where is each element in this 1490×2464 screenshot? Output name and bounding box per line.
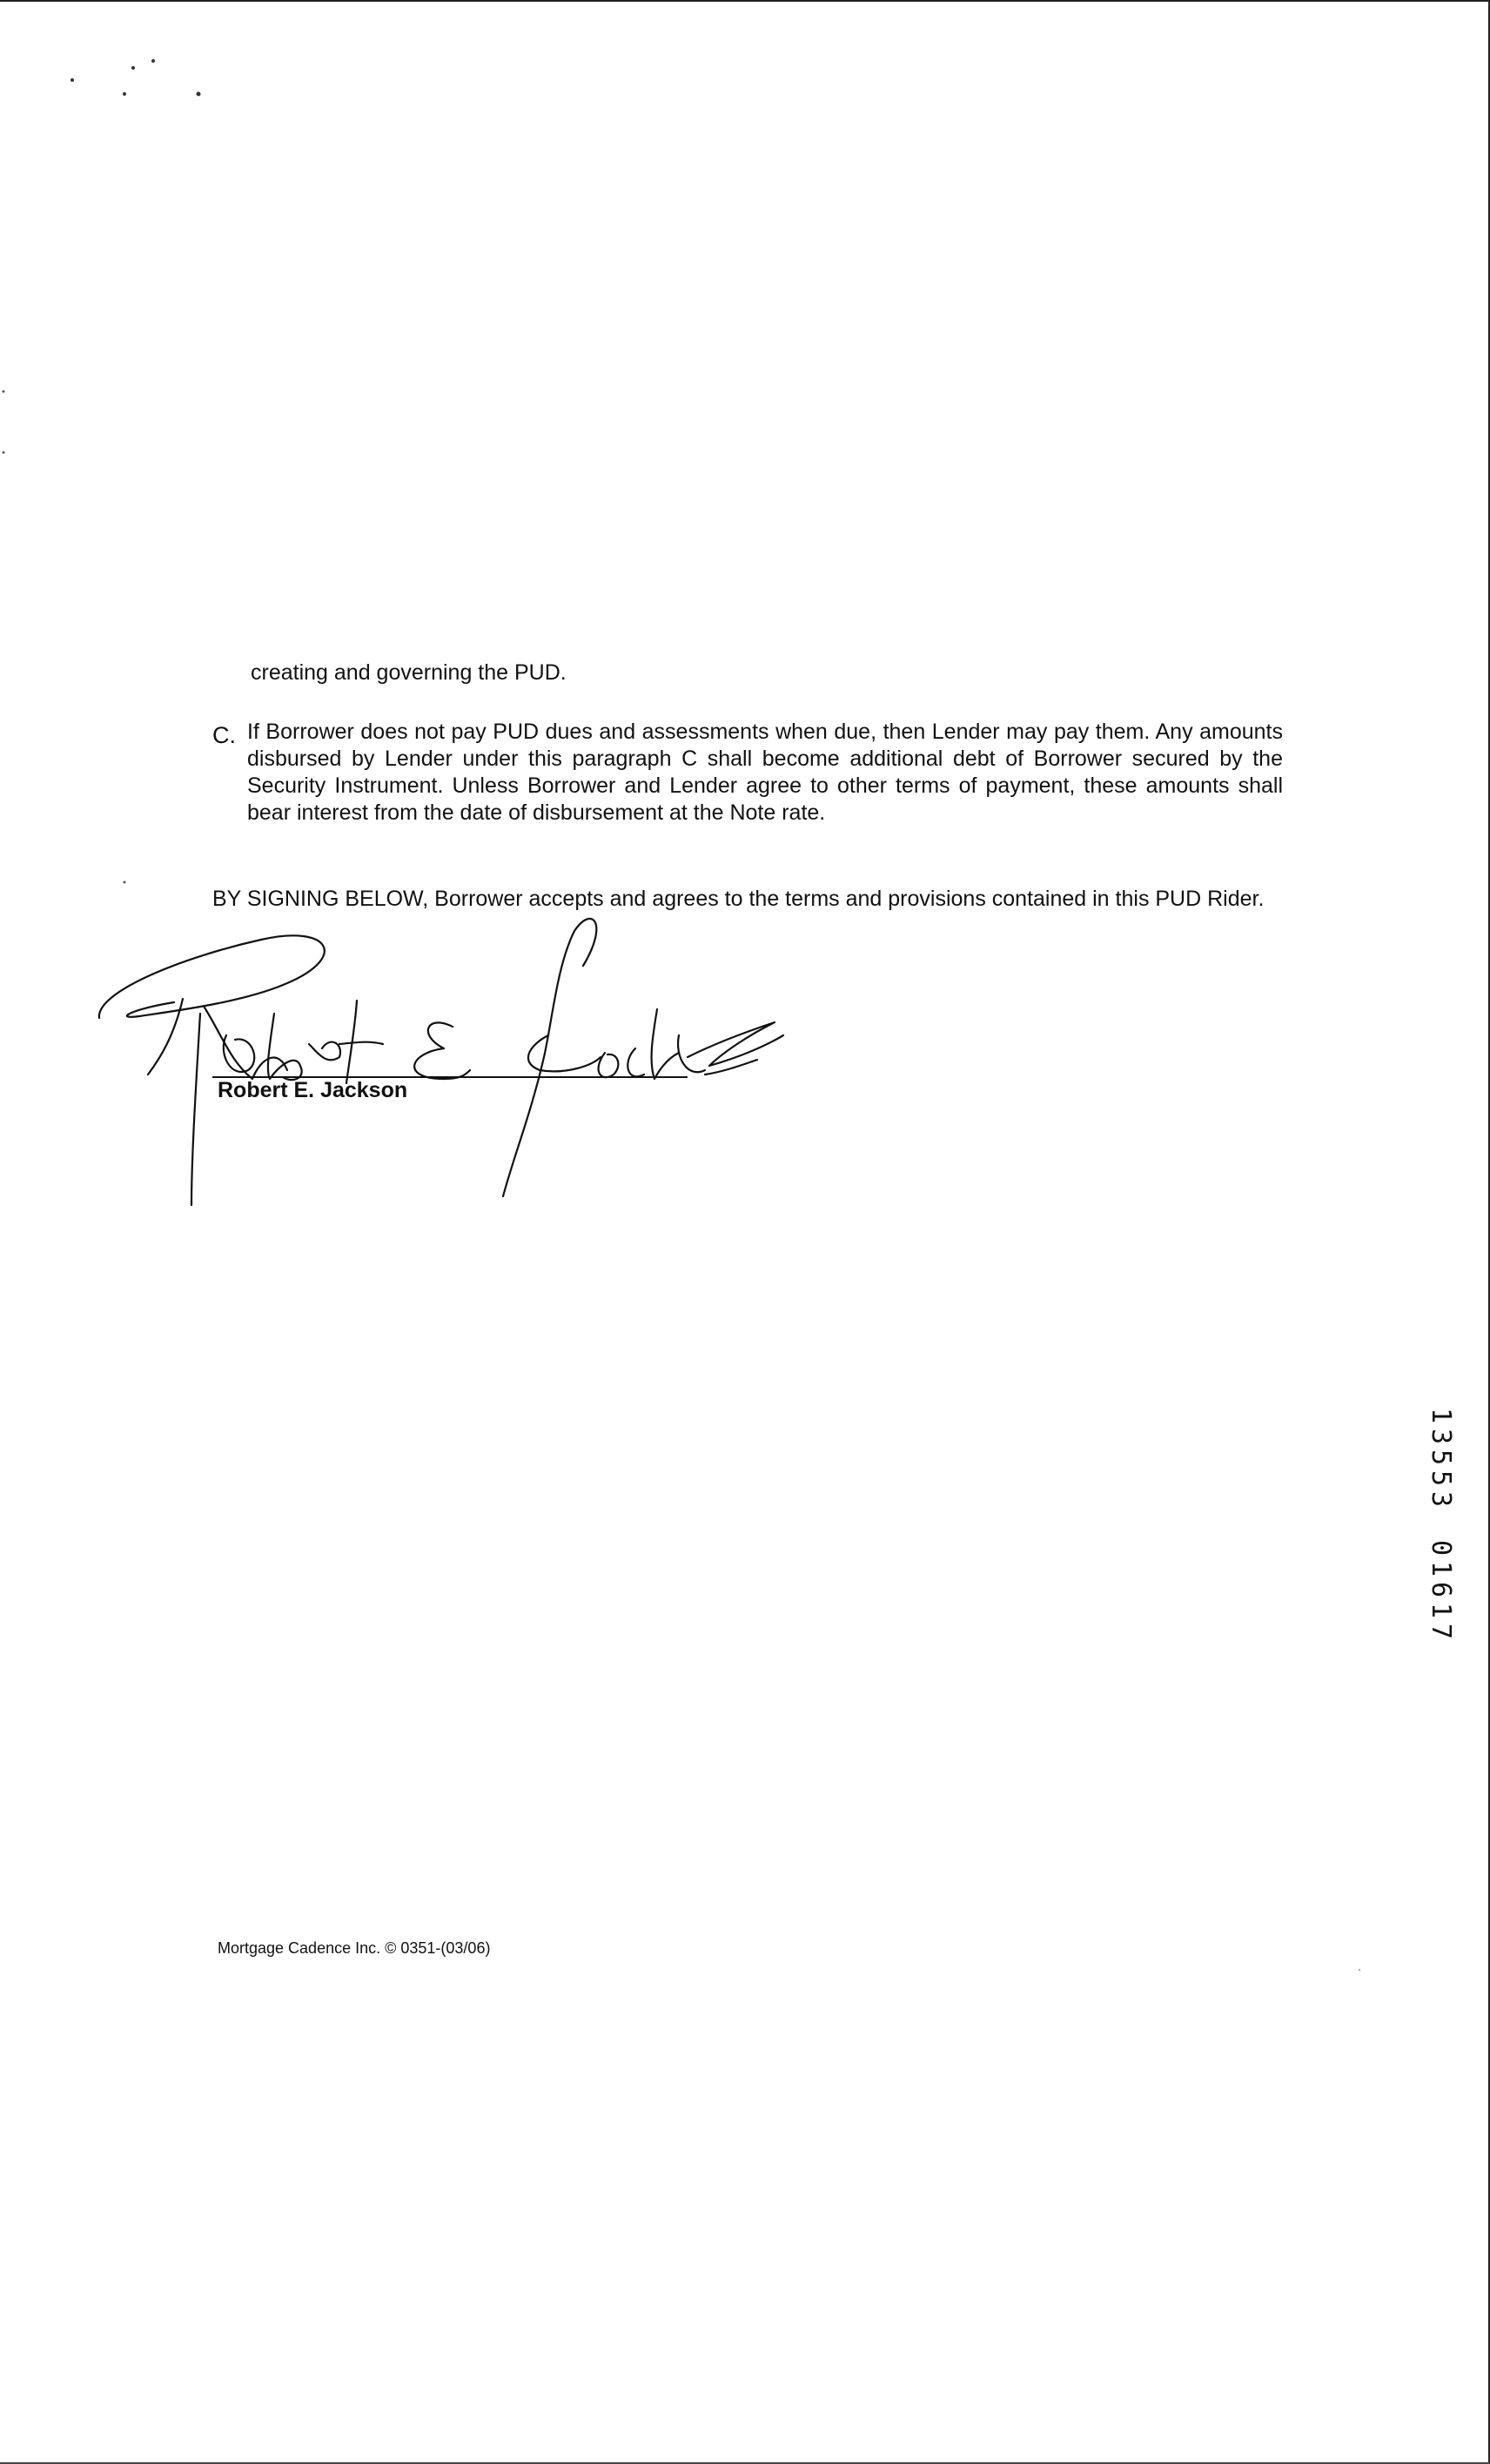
scan-edge-top — [0, 0, 1490, 2]
continuation-line: creating and governing the PUD. — [251, 660, 567, 685]
stamp-digit: 0 — [1426, 1539, 1456, 1557]
stamp-digit: 7 — [1426, 1623, 1456, 1640]
side-document-number-stamp — [1414, 1403, 1467, 1646]
stamp-digit: 3 — [1426, 1428, 1456, 1445]
stamp-digit: 3 — [1426, 1490, 1456, 1508]
stamp-digit: 5 — [1426, 1470, 1456, 1487]
stamp-digit: 1 — [1426, 1602, 1456, 1619]
paragraph-c — [212, 719, 1283, 827]
stamp-digit: 5 — [1426, 1449, 1456, 1466]
stamp-digit: 6 — [1426, 1581, 1456, 1598]
stamp-digit: 1 — [1426, 1407, 1456, 1424]
signer-name: Robert E. Jackson — [218, 1078, 408, 1102]
handwritten-signature — [78, 905, 792, 1218]
agreement-text: BY SIGNING BELOW, Borrower accepts and agrees to the terms and provisions contained in this PUD Rider. — [212, 887, 1265, 911]
stamp-digit: 1 — [1426, 1560, 1456, 1577]
paragraph-c-marker: C. — [212, 722, 236, 748]
footer-copyright: Mortgage Cadence Inc. © 0351-(03/06) — [218, 1939, 491, 1957]
paragraph-c-text: If Borrower does not pay PUD dues and assessments when due, then Lender may pay them. Any amounts disbursed by Lender under this paragraph C shall become additional debt of Borrower secured by the Security Instrument. Unless Borrower and Lender agree to other terms of payment, these amounts shall bear interest from the date of disbursement at the Note rate. — [247, 720, 1283, 825]
